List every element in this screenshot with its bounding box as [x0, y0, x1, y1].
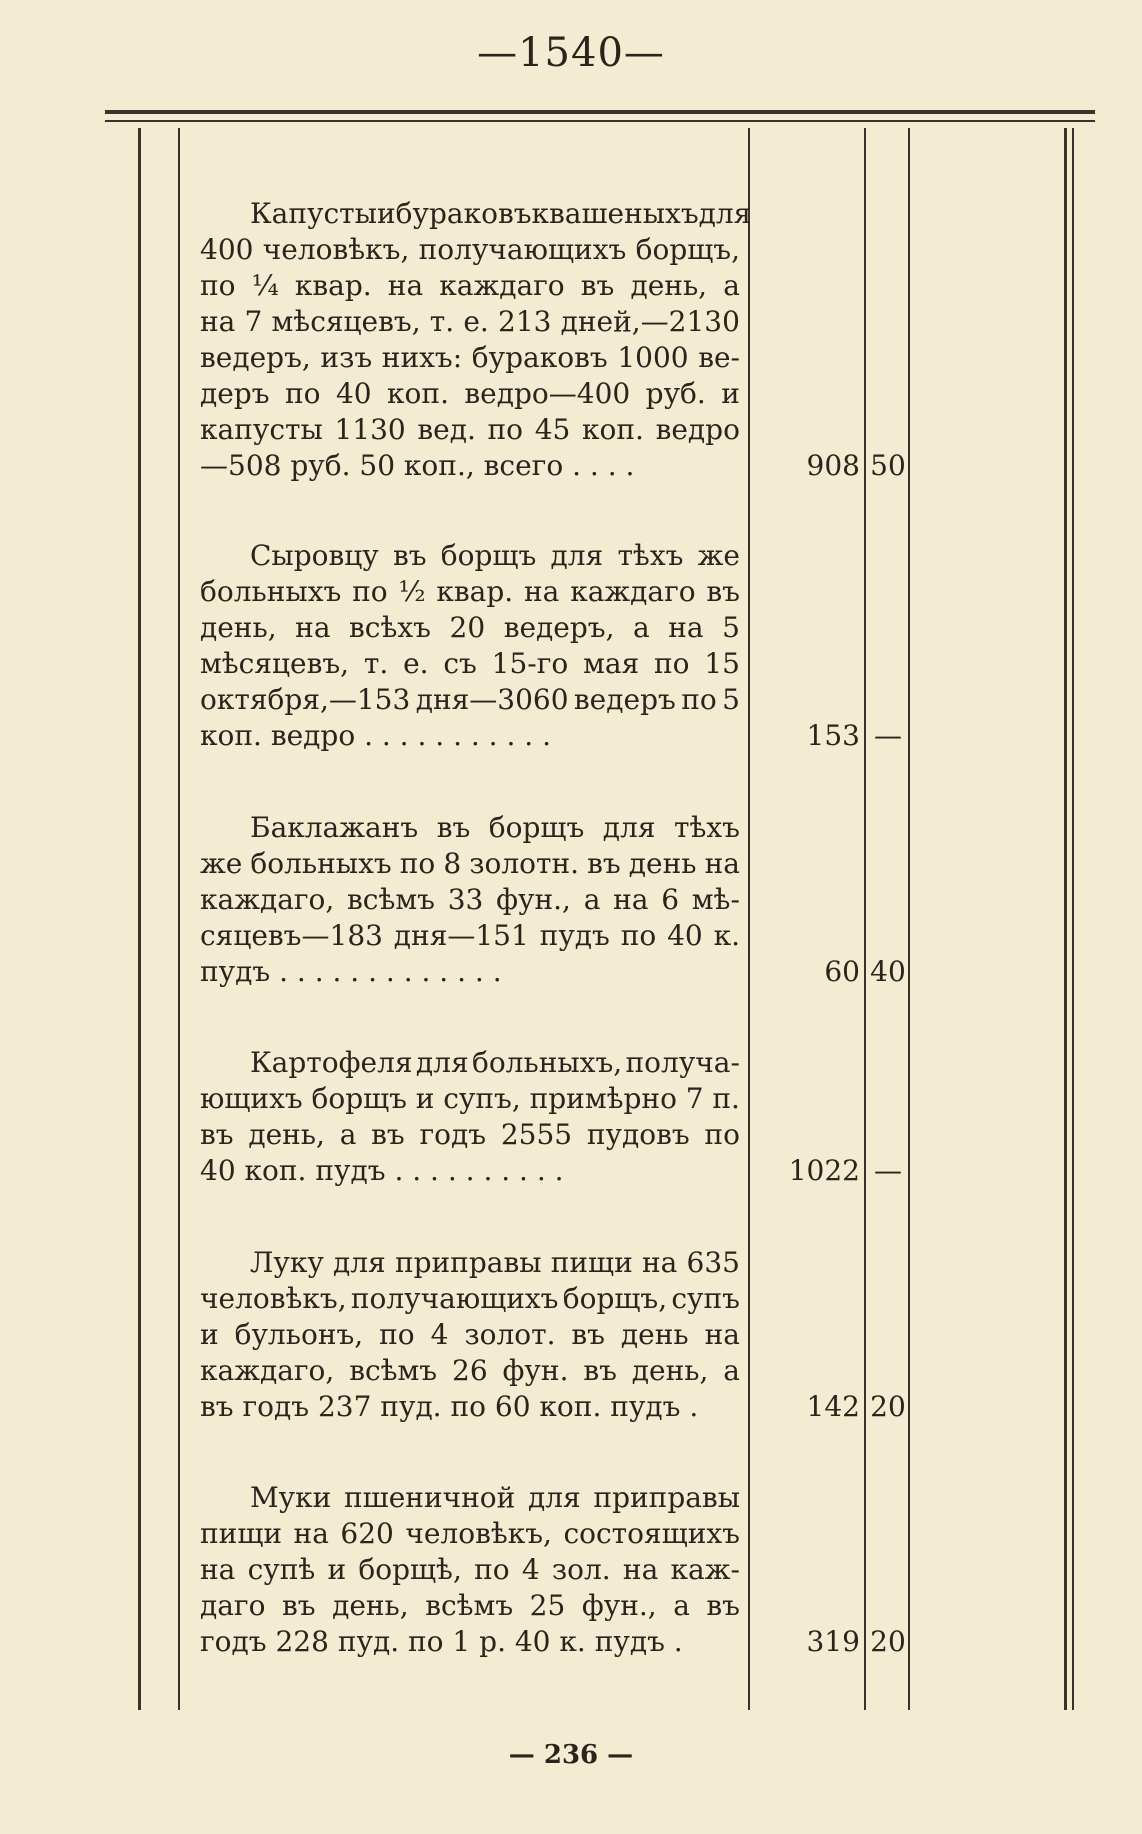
amount-kopecks: 40 [870, 955, 906, 988]
entry-line: Баклажанъ въ борщъ для тѣхъ [250, 811, 740, 844]
entry-text [200, 538, 740, 754]
table-border-right-inner [1064, 128, 1067, 1710]
amount-kopecks: 20 [870, 1390, 906, 1423]
entry-line: человѣкъ, получающихъ борщъ, супъ [200, 1282, 740, 1315]
entry-text [200, 810, 740, 990]
entry-line: сяцевъ—183 дня—151 пудъ по 40 к. [200, 919, 740, 952]
amount-rubles: 908 [806, 449, 860, 482]
entry-text [200, 1480, 740, 1660]
entry-line: октября,—153 дня—3060 ведеръ по 5 [200, 683, 740, 716]
entry-line: коп. ведро . . . . . . . . . . . [200, 719, 551, 752]
entry-line: въ годъ 237 пуд. по 60 коп. пудъ . [200, 1390, 699, 1423]
entry-line: каждаго, всѣмъ 33 фун., а на 6 мѣ- [200, 883, 740, 916]
entry-line: ведеръ, изъ нихъ: бураковъ 1000 ве- [200, 341, 740, 374]
entry-line: —508 руб. 50 коп., всего . . . . [200, 449, 635, 482]
entry-line: по ¼ квар. на каждаго въ день, а [200, 269, 740, 302]
rubles-column-divider [748, 128, 750, 1710]
entry-line: Сыровцу въ борщъ для тѣхъ же [250, 539, 740, 572]
header-rule-thin [105, 120, 1095, 122]
entry-line: пищи на 620 человѣкъ, состоящихъ [200, 1517, 740, 1550]
entry-line: каждаго, всѣмъ 26 фун. въ день, а [200, 1354, 740, 1387]
entry-line: Картофеля для больныхъ, получа- [250, 1046, 740, 1079]
table-border-right-outer [1072, 128, 1074, 1710]
amount-kopecks: 20 [870, 1625, 906, 1658]
amount-kopecks: 50 [870, 449, 906, 482]
amount-rubles: 319 [806, 1625, 860, 1658]
table-border-left-outer [138, 128, 141, 1710]
entry-line: Капусты и бураковъ квашеныхъ для [250, 197, 752, 230]
entry-line: Муки пшеничной для приправы [250, 1481, 740, 1514]
amount-rubles: 142 [806, 1390, 860, 1423]
entry-line: даго въ день, всѣмъ 25 фун., а въ [200, 1589, 740, 1622]
amount-kopecks: — [874, 1154, 902, 1187]
table-border-left-inner [178, 128, 180, 1710]
entry-line: пудъ . . . . . . . . . . . . . [200, 955, 502, 988]
entry-text [200, 196, 752, 484]
entry-line: годъ 228 пуд. по 1 р. 40 к. пудъ . [200, 1625, 683, 1658]
entry-line: и бульонъ, по 4 золот. въ день на [200, 1318, 740, 1351]
entry-line: Луку для приправы пищи на 635 [250, 1246, 740, 1279]
entry-line: на 7 мѣсяцевъ, т. е. 213 дней,—2130 [200, 305, 740, 338]
entry-line: 40 коп. пудъ . . . . . . . . . . [200, 1154, 564, 1187]
entry-line: деръ по 40 коп. ведро—400 руб. и [200, 377, 740, 410]
entry-text [200, 1245, 740, 1425]
amount-rubles: 60 [824, 955, 860, 988]
amount-rubles: 1022 [788, 1154, 860, 1187]
entry-line: 400 человѣкъ, получающихъ борщъ, [200, 233, 740, 266]
amount-kopecks: — [874, 719, 902, 752]
entry-line: больныхъ по ½ квар. на каждаго въ [200, 575, 740, 608]
entry-line: день, на всѣхъ 20 ведеръ, а на 5 [200, 611, 740, 644]
header-rule-thick [105, 110, 1095, 114]
kopecks-column-divider [864, 128, 866, 1710]
entry-text [200, 1045, 740, 1189]
entry-line: на супѣ и борщѣ, по 4 зол. на каж- [200, 1553, 740, 1586]
entry-line: мѣсяцевъ, т. е. съ 15-го мая по 15 [200, 647, 740, 680]
entry-line: ющихъ борщъ и супъ, примѣрно 7 п. [200, 1082, 740, 1115]
entry-line: же больныхъ по 8 золотн. въ день на [200, 847, 740, 880]
entry-line: въ день, а въ годъ 2555 пудовъ по [200, 1118, 740, 1151]
amount-rubles: 153 [806, 719, 860, 752]
sheet-number: — 236 — [508, 1740, 634, 1770]
entry-line: капусты 1130 вед. по 45 коп. ведро [200, 413, 740, 446]
page-number: —1540— [477, 30, 665, 76]
kopecks-column-right [908, 128, 910, 1710]
